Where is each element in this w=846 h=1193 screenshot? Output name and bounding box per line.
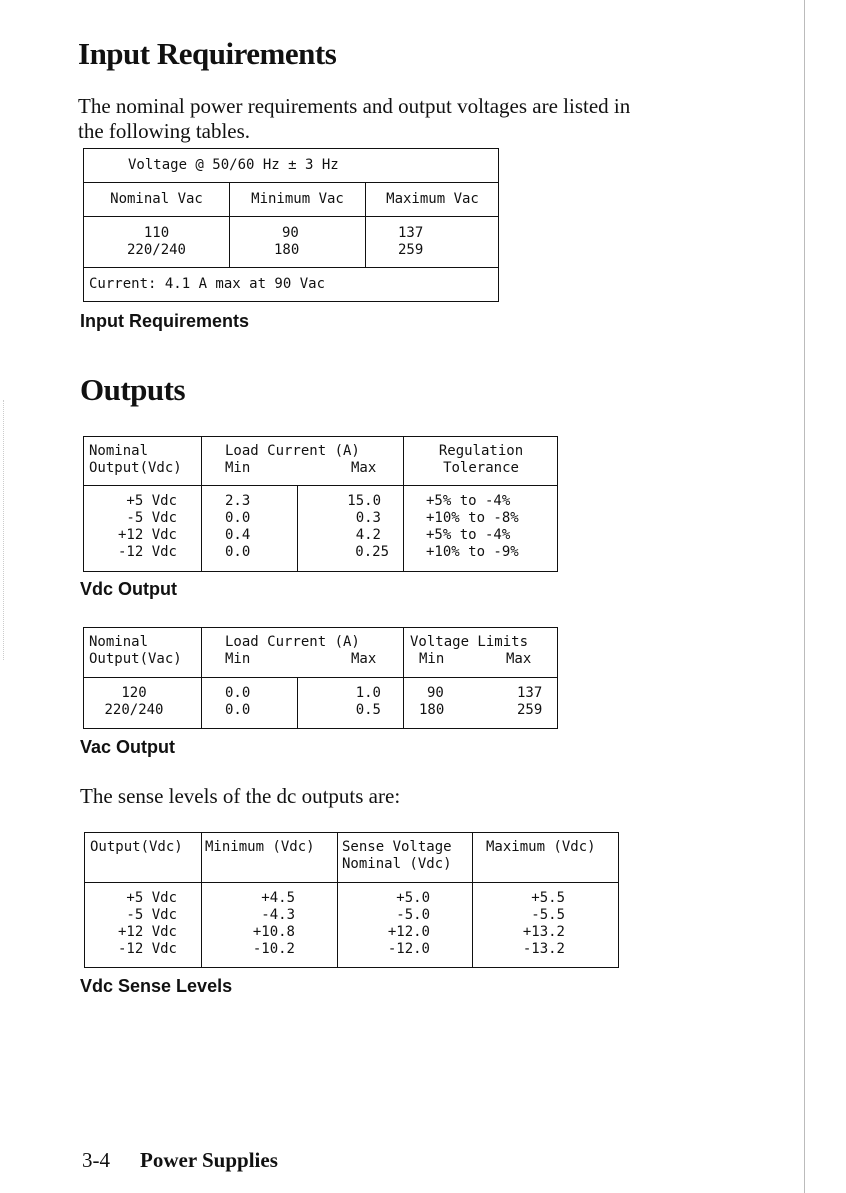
table-cell: 180 bbox=[419, 702, 445, 718]
header-nominal: Nominal bbox=[89, 443, 149, 459]
vdc-table-divider bbox=[83, 485, 558, 486]
header-nominal: Nominal bbox=[89, 634, 149, 650]
table-cell: +5.0 bbox=[396, 890, 430, 906]
table-cell: +5.5 bbox=[531, 890, 565, 906]
header-load-current: Load Current (A) bbox=[225, 634, 360, 650]
table-cell: -10.2 bbox=[252, 941, 295, 957]
table-cell: -5.5 bbox=[531, 907, 565, 923]
chapter-title: Power Supplies bbox=[140, 1148, 278, 1172]
table-cell: 137 bbox=[398, 225, 424, 241]
table-cell: 0.4 bbox=[225, 527, 251, 543]
table-cell: -12 Vdc bbox=[117, 544, 177, 560]
table-cell: +10% to -9% bbox=[426, 544, 519, 560]
table-cell: 0.0 bbox=[225, 685, 251, 701]
table-cell: +12 Vdc bbox=[117, 527, 177, 543]
table-cell: +5 Vdc bbox=[126, 890, 177, 906]
vac-table-col-divider bbox=[403, 627, 404, 729]
section-title-outputs: Outputs bbox=[80, 372, 186, 407]
caption-vdc-sense-levels: Vdc Sense Levels bbox=[80, 976, 233, 996]
header-output-vdc: Output(Vdc) bbox=[90, 839, 183, 855]
table-cell: +5% to -4% bbox=[426, 493, 511, 509]
input-table-divider bbox=[83, 182, 499, 183]
table-cell: 220/240 bbox=[104, 702, 164, 718]
table-cell: 15.0 bbox=[347, 493, 381, 509]
table-cell: -5 Vdc bbox=[126, 510, 177, 526]
table-cell: 0.25 bbox=[355, 544, 389, 560]
table-cell: -12.0 bbox=[387, 941, 430, 957]
intro-line-1: The nominal power requirements and output voltages are listed in bbox=[78, 94, 631, 118]
page-number: 3-4 bbox=[82, 1148, 110, 1172]
header-limits-max: Max bbox=[506, 651, 532, 667]
table-cell: -4.3 bbox=[261, 907, 295, 923]
col-header-maximum-vac: Maximum Vac bbox=[386, 191, 479, 207]
caption-vdc-output: Vdc Output bbox=[80, 579, 177, 599]
table-cell: 90 bbox=[282, 225, 299, 241]
table-cell: 0.0 bbox=[225, 544, 251, 560]
table-cell: 110 bbox=[143, 225, 170, 241]
table-cell: +12.0 bbox=[387, 924, 430, 940]
table-cell: 180 bbox=[274, 242, 300, 258]
input-table-divider bbox=[83, 216, 499, 217]
col-header-minimum-vac: Minimum Vac bbox=[251, 191, 344, 207]
table-cell: 0.0 bbox=[225, 510, 251, 526]
table-cell: 137 bbox=[517, 685, 543, 701]
table-cell: 90 bbox=[427, 685, 444, 701]
voltage-header: Voltage @ 50/60 Hz ± 3 Hz bbox=[128, 157, 339, 173]
table-cell: 1.0 bbox=[355, 685, 381, 701]
section-title-input-requirements: Input Requirements bbox=[78, 36, 337, 71]
header-sense-voltage: Sense Voltage bbox=[342, 839, 452, 855]
vac-table-col-divider bbox=[201, 627, 202, 729]
table-cell: -12 Vdc bbox=[117, 941, 177, 957]
table-cell: 2.3 bbox=[225, 493, 251, 509]
table-cell: -5.0 bbox=[396, 907, 430, 923]
header-output-vac: Output(Vac) bbox=[89, 651, 182, 667]
caption-input-requirements: Input Requirements bbox=[80, 311, 250, 331]
table-cell: +5 Vdc bbox=[126, 493, 177, 509]
header-output-vdc: Output(Vdc) bbox=[89, 460, 182, 476]
table-cell: +5% to -4% bbox=[426, 527, 511, 543]
header-min: Min bbox=[225, 460, 251, 476]
header-limits-min: Min bbox=[419, 651, 445, 667]
table-cell: +4.5 bbox=[261, 890, 295, 906]
caption-vac-output: Vac Output bbox=[80, 737, 176, 757]
table-cell: 4.2 bbox=[355, 527, 381, 543]
table-cell: 259 bbox=[517, 702, 543, 718]
header-max: Max bbox=[351, 651, 377, 667]
header-minimum-vdc: Minimum (Vdc) bbox=[205, 839, 315, 855]
vdc-table-col-divider bbox=[297, 485, 298, 572]
col-header-nominal-vac: Nominal Vac bbox=[110, 191, 203, 207]
sense-table-divider bbox=[84, 882, 619, 883]
intro-line-2: the following tables. bbox=[78, 119, 251, 143]
header-voltage-limits: Voltage Limits bbox=[410, 634, 529, 650]
input-table-divider bbox=[83, 267, 499, 268]
header-regulation: Regulation bbox=[438, 443, 524, 459]
header-max: Max bbox=[351, 460, 377, 476]
table-cell: +10.8 bbox=[252, 924, 295, 940]
table-cell: 120 bbox=[121, 685, 147, 701]
scan-margin-mark bbox=[3, 400, 4, 660]
table-cell: 0.0 bbox=[225, 702, 251, 718]
table-cell: +10% to -8% bbox=[426, 510, 519, 526]
table-cell: -5 Vdc bbox=[126, 907, 177, 923]
header-nominal-vdc: Nominal (Vdc) bbox=[342, 856, 452, 872]
header-maximum-vdc: Maximum (Vdc) bbox=[486, 839, 596, 855]
vdc-table-col-divider bbox=[201, 436, 202, 572]
page-edge-line bbox=[804, 0, 805, 1193]
table-cell: -13.2 bbox=[522, 941, 565, 957]
table-cell: 0.3 bbox=[355, 510, 381, 526]
header-tolerance: Tolerance bbox=[443, 460, 519, 476]
vac-table-divider bbox=[83, 677, 558, 678]
header-min: Min bbox=[225, 651, 251, 667]
table-cell: 0.5 bbox=[355, 702, 381, 718]
sense-intro: The sense levels of the dc outputs are: bbox=[80, 784, 401, 808]
current-note: Current: 4.1 A max at 90 Vac bbox=[89, 276, 326, 292]
table-cell: +12 Vdc bbox=[117, 924, 177, 940]
table-cell: 259 bbox=[398, 242, 424, 258]
vac-table-col-divider bbox=[297, 677, 298, 729]
table-cell: +13.2 bbox=[522, 924, 565, 940]
header-load-current: Load Current (A) bbox=[225, 443, 360, 459]
table-cell: 220/240 bbox=[126, 242, 186, 258]
